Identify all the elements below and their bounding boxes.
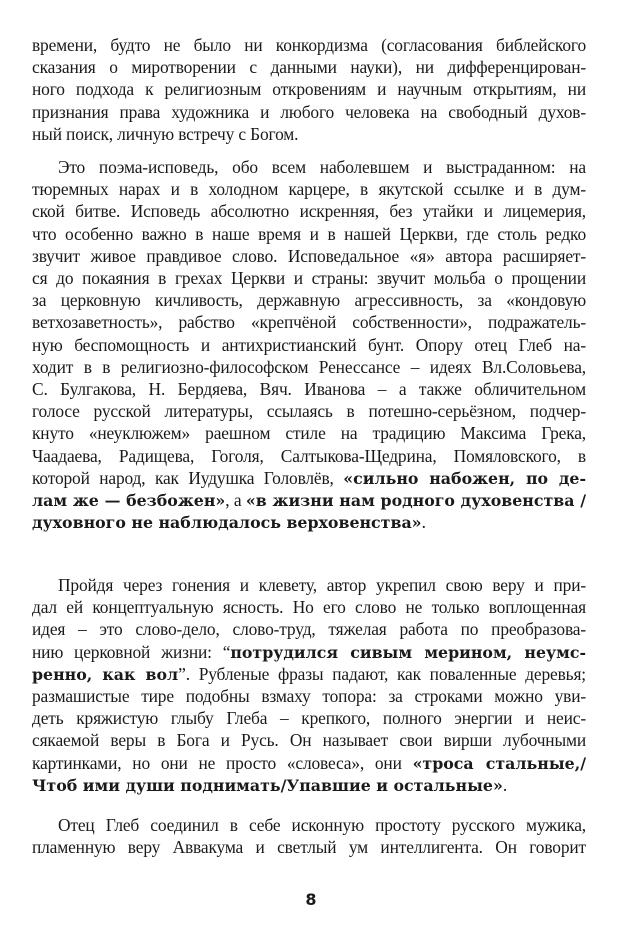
text-run: сякаемой веры в Бога и Русь. Он называет свои вирши лубочными [32,730,586,751]
text-line [32,707,586,729]
text-run: ного подхода к религиозным откровениям и научным открытиям, ни [32,79,586,100]
bold-quote: «в жизни нам родного духовенства / [245,491,586,510]
text-run: ную беспомощность и антихристианский бунт. Опору отец Глеб на- [32,334,586,355]
text-run: С. Булгакова, Н. Бердяева, Вяч. Иванова – а также обличительном [32,379,586,399]
text-run: картинками, но они не просто «словеса», они [32,752,413,773]
text-line [32,663,586,685]
text-line [32,178,586,200]
text-line [32,752,586,774]
text-line [32,289,586,311]
bold-quote: ренно, как вол [32,664,179,684]
text-run: кнуто «неуклюжем» раешном стиле на традицию Максима Грека, [32,423,586,444]
text-line [32,56,586,78]
text-run: идея – это слово-дело, слово-труд, тяжелая работа по преобразова- [32,619,586,640]
text-line [32,101,586,123]
text-run: признания права художника и любого человека на свободный духов- [32,101,586,122]
text-run: ской битве. Исповедь абсолютно искренняя, без утайки и лицемерия, [32,201,586,222]
text-run: , а [225,490,246,510]
text-line [32,245,586,267]
text-line [58,156,586,178]
text-run: размашистые тире подобны взмаху топора: за строками можно уви- [32,686,586,706]
text-line [32,400,586,422]
text-run: . [421,512,426,533]
text-line [32,334,586,356]
text-run: что особенно важно в наше время и в нашей Церкви, где столь редко [32,223,586,244]
text-run: ходит в в религиозно-философском Ренессансе – идеях Вл.Соловьева, [32,356,586,377]
text-line [32,78,586,100]
text-run: звучит живое правдивое слово. Исповедальное «я» автора расширяет- [32,245,586,266]
text-run: которой народ, как Иудушка Головлёв, [32,467,344,488]
text-run: ”. Рубленые фразы падают, как поваленные деревья; [178,663,586,684]
text-run: ся до покаяния в грехах Церкви и страны: звучит мольба о прощении [32,268,586,288]
text-run: дал ей концептуальную ясность. Но его слово не только воплощенная [32,597,586,618]
text-run: ный поиск, личную встречу с Богом. [32,123,299,144]
bold-quote: лам же — безбожен» [32,491,226,510]
text-run: времени, будто не было ни конкордизма (согласования библейского [32,35,586,55]
text-line [32,489,586,511]
text-line [32,596,586,618]
page-number: 8 [305,890,317,909]
text-line [32,356,586,378]
bold-quote: потрудился сивым мерином, неумс- [230,642,586,662]
text-line [32,123,586,145]
text-line [32,641,586,663]
text-line [32,511,586,533]
text-run: сказания о миротворении с данными науки), ни дифференцирован- [32,57,586,78]
text-line [32,836,586,858]
text-line [32,774,586,796]
text-run: голосе русской литературы, ссылаясь в потешно-серьёзном, подчер- [32,401,586,422]
text-run: за церковную кичливость, державную агрессивность, за «кондовую [32,290,586,311]
text-line [32,223,586,245]
text-line [58,574,586,596]
text-line [32,200,586,222]
text-line [32,422,586,444]
text-run: Отец Глеб соединил в себе исконную простоту русского мужика, [58,815,586,835]
text-run: Чаадаева, Радищева, Гоголя, Салтыкова-Щедрина, Помяловского, в [32,445,586,466]
bold-quote: духовного не наблюдалось верховенства» [32,513,422,533]
text-line [32,618,586,640]
text-line [32,445,586,467]
bold-quote: Чтоб ими души поднимать/Упавшие и остальные» [32,775,503,795]
text-line [32,378,586,400]
bold-quote: «троса стальные,/ [412,753,586,773]
text-line [32,729,586,751]
text-run: Пройдя через гонения и клевету, автор укрепил свою веру и при- [58,575,586,595]
text-run: нию церковной жизни: “ [32,641,231,662]
text-line [32,685,586,707]
text-run: ветхозаветность», рабство «крепчёной собственности», подражатель- [32,312,586,333]
text-run: деть кряжистую глыбу Глеба – крепкого, полного энергии и неис- [32,708,586,729]
text-run: тюремных нарах и в холодном карцере, в якутской ссылке и в дум- [32,179,586,200]
text-run: . [502,774,508,795]
text-line [32,311,586,333]
text-line [32,467,586,489]
text-run: пламенную веру Аввакума и светлый ум интеллигента. Он говорит [32,837,586,858]
bold-quote: «сильно набожен, по де- [343,468,587,488]
text-line [58,814,586,836]
text-run: Это поэма-исповедь, обо всем наболевшем и выстраданном: на [58,157,586,177]
text-line [32,267,586,289]
text-line [32,34,586,56]
